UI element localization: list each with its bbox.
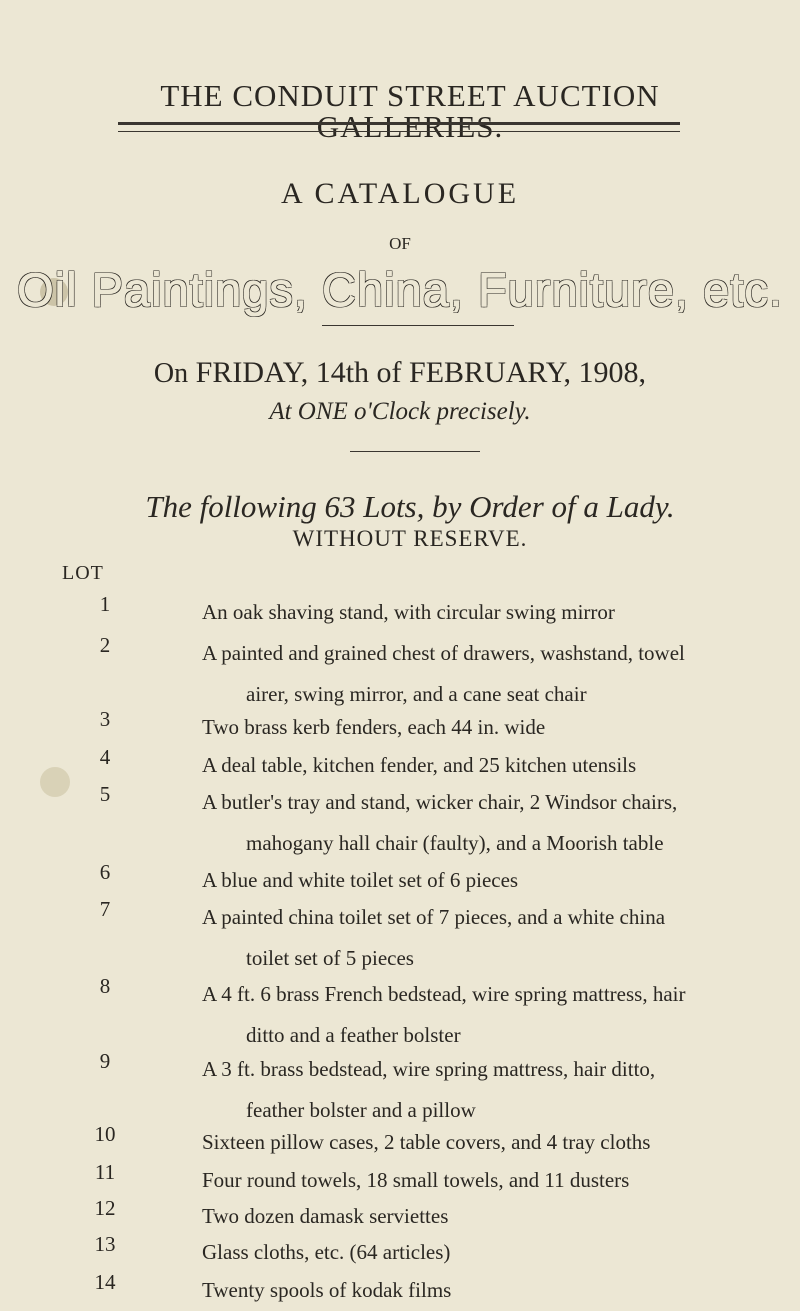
lot-description xyxy=(202,633,762,715)
lot-description xyxy=(202,782,762,864)
lot-description-line: Two dozen damask serviettes xyxy=(202,1204,449,1228)
lot-description-line: Twenty spools of kodak films xyxy=(202,1278,452,1302)
lot-description xyxy=(202,1122,762,1163)
lot-description xyxy=(202,974,762,1056)
lot-number: 4 xyxy=(99,745,111,769)
lot-description-line: A butler's tray and stand, wicker chair, 2 Windsor chairs, xyxy=(202,790,678,814)
lot-description-line: An oak shaving stand, with circular swing mirror xyxy=(202,600,615,624)
lot-description xyxy=(202,1232,762,1273)
lot-description xyxy=(202,1049,762,1131)
catalogue-title: A CATALOGUE xyxy=(280,177,520,210)
lot-description xyxy=(202,860,762,901)
lot-description-line: toilet set of 5 pieces xyxy=(246,946,414,970)
lot-description-line: Sixteen pillow cases, 2 table covers, and 4 tray cloths xyxy=(202,1130,651,1154)
sale-date-prefix: On xyxy=(153,358,189,389)
lot-description xyxy=(202,897,762,979)
lot-number: 5 xyxy=(99,782,111,806)
lot-description-line: A painted china toilet set of 7 pieces, and a white china xyxy=(202,905,666,929)
sale-date-text: FRIDAY, 14th of FEBRUARY, 1908, xyxy=(195,356,647,389)
lot-number: 3 xyxy=(99,707,111,731)
lot-description-line: ditto and a feather bolster xyxy=(246,1023,461,1047)
lot-description-line: Four round towels, 18 small towels, and 11 dusters xyxy=(202,1168,630,1192)
lots-intro: The following 63 Lots, by Order of a Lady. xyxy=(145,489,675,524)
sale-date xyxy=(0,356,800,390)
lot-description-line: mahogany hall chair (faulty), and a Moorish table xyxy=(246,831,664,855)
lot-number: 7 xyxy=(99,897,111,921)
lot-number: 8 xyxy=(99,974,111,998)
lot-description xyxy=(202,707,762,748)
header-rule xyxy=(118,122,680,132)
lot-number: 6 xyxy=(99,860,111,884)
lot-description xyxy=(202,1196,762,1237)
lot-description-line: A blue and white toilet set of 6 pieces xyxy=(202,868,519,892)
lot-number: 2 xyxy=(99,633,111,657)
lot-number: 12 xyxy=(94,1196,116,1220)
lot-number: 9 xyxy=(99,1049,111,1073)
lot-description-line: Two brass kerb fenders, each 44 in. wide xyxy=(202,715,546,739)
lot-number: 10 xyxy=(94,1122,116,1146)
lot-description xyxy=(202,592,762,633)
gallery-header: THE CONDUIT STREET AUCTION GALLERIES. xyxy=(160,78,660,144)
lot-number: 13 xyxy=(94,1232,116,1256)
without-reserve: WITHOUT RESERVE. xyxy=(292,526,528,551)
lot-description-line: A deal table, kitchen fender, and 25 kitchen utensils xyxy=(202,753,637,777)
lot-description-line: A painted and grained chest of drawers, washstand, towel xyxy=(202,641,685,665)
lot-number: 11 xyxy=(94,1160,116,1184)
lot-number: 14 xyxy=(94,1270,116,1294)
lot-description xyxy=(202,1270,762,1311)
lot-description-line: A 3 ft. brass bedstead, wire spring mattress, hair ditto, xyxy=(202,1057,656,1081)
subject-rule xyxy=(322,325,514,326)
lot-description xyxy=(202,1160,762,1201)
lot-description-line: A 4 ft. 6 brass French bedstead, wire spring mattress, hair xyxy=(202,982,686,1006)
lot-column-header: LOT xyxy=(62,562,104,584)
lot-description xyxy=(202,745,762,786)
sale-time: At ONE o'Clock precisely. xyxy=(269,398,531,425)
lot-number: 1 xyxy=(99,592,111,616)
time-rule xyxy=(350,451,480,452)
lot-description-line: airer, swing mirror, and a cane seat chair xyxy=(246,682,587,706)
catalogue-of: OF xyxy=(389,234,411,253)
lot-description-line: feather bolster and a pillow xyxy=(246,1098,476,1122)
lot-description-line: Glass cloths, etc. (64 articles) xyxy=(202,1240,451,1264)
catalogue-subject: Oil Paintings, China, Furniture, etc. xyxy=(17,263,783,316)
